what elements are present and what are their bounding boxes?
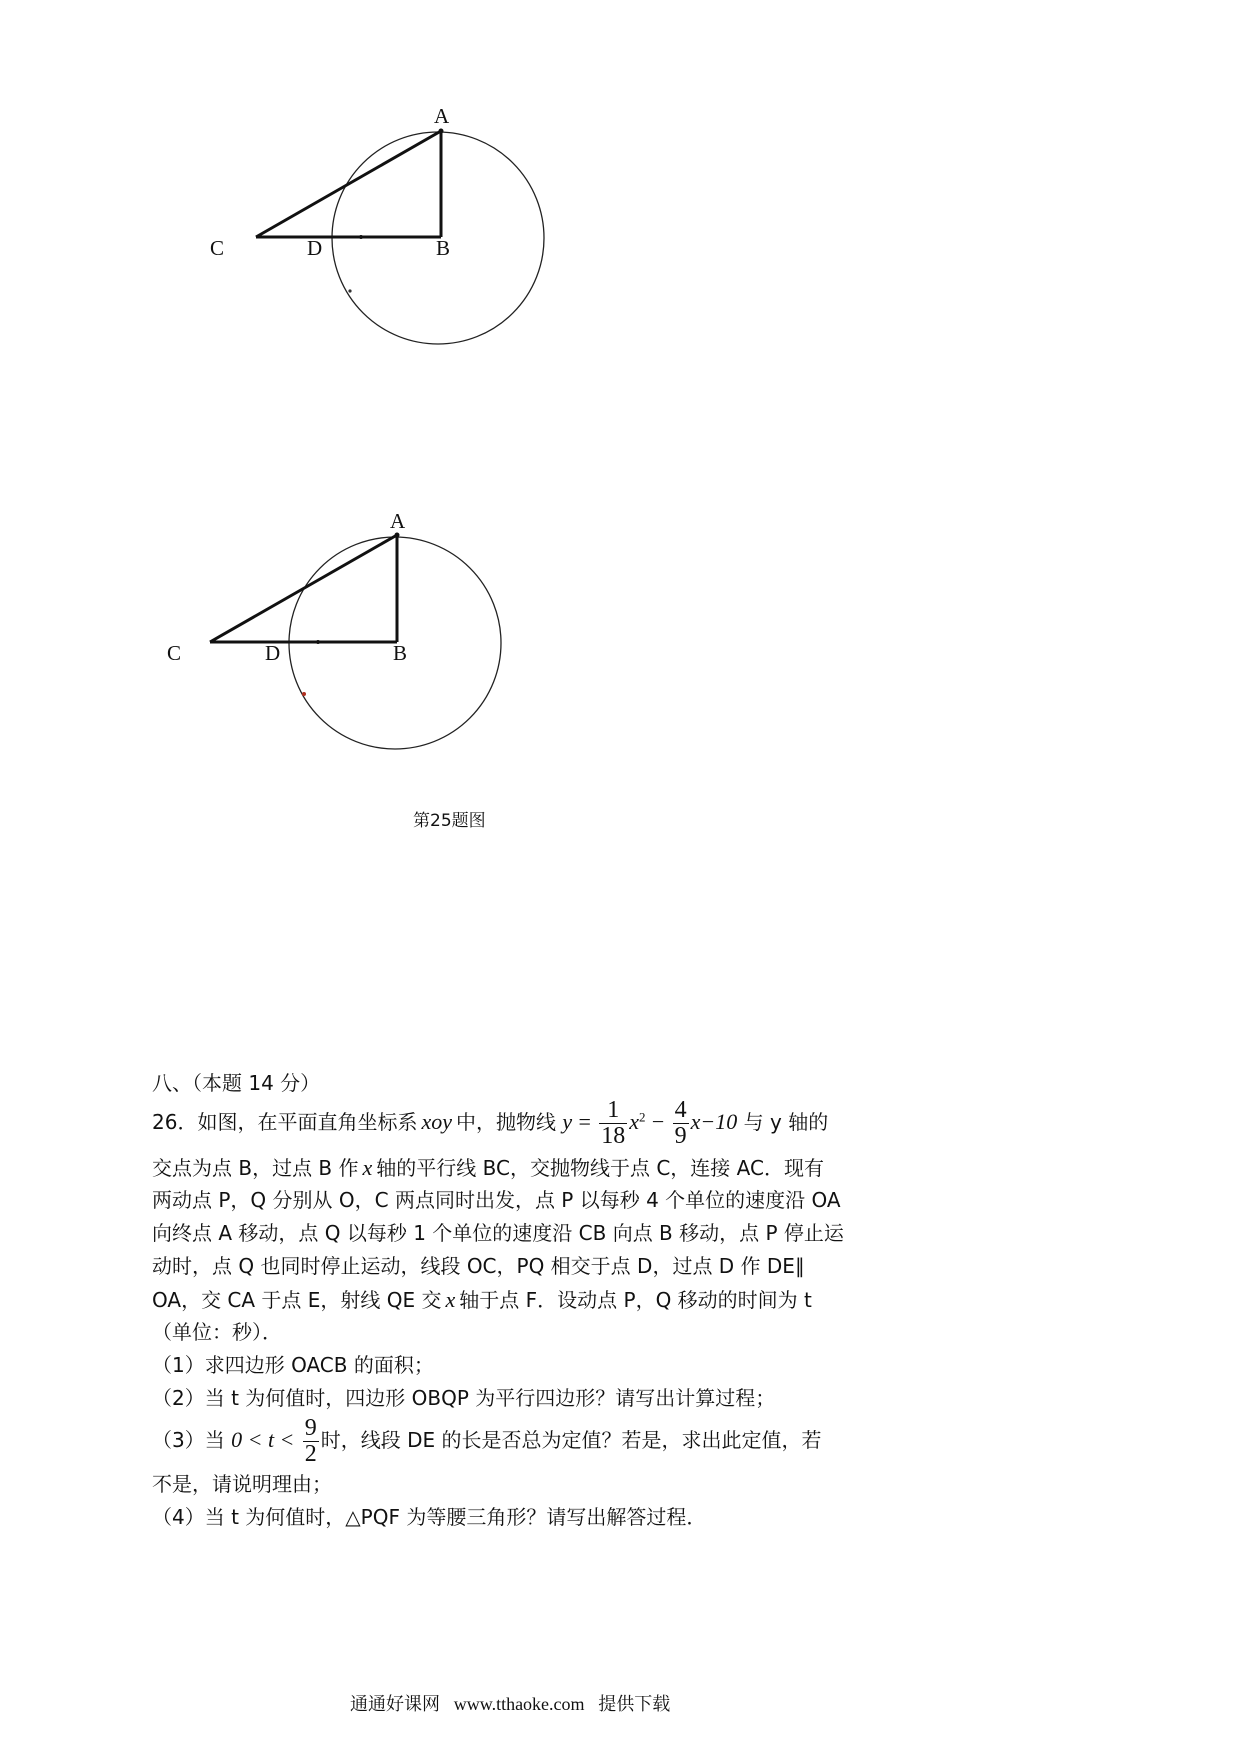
- point-on-circle-2: [302, 692, 306, 696]
- label-a-1: A: [434, 104, 450, 128]
- label-c-2: C: [167, 641, 182, 665]
- line6-x: x: [445, 1287, 456, 1312]
- line6-a: OA，交 CA 于点 E，射线 QE 交: [152, 1288, 442, 1312]
- problem-line-2: [152, 1157, 824, 1179]
- figure-caption: 第25题图: [413, 811, 486, 831]
- fraction-4-9: [673, 1098, 689, 1149]
- eq-y: y: [562, 1109, 573, 1135]
- label-d-1: D: [307, 236, 323, 260]
- label-b-1: B: [436, 236, 451, 260]
- fraction-1-18: [599, 1098, 627, 1149]
- point-mark-2: [316, 640, 320, 644]
- problem-line-4: 向终点 A 移动，点 Q 以每秒 1 个单位的速度沿 CB 向点 B 移动，点 P 停止运: [152, 1221, 844, 1245]
- footer-site: 通通好课网: [350, 1694, 440, 1715]
- question-2: （2）当 t 为何值时，四边形 OBQP 为平行四边形？请写出计算过程；: [152, 1386, 776, 1410]
- eq-equals: =: [578, 1109, 591, 1135]
- problem-line-1: [152, 1098, 828, 1149]
- intro-suffix: 与 y 轴的: [743, 1110, 829, 1135]
- question-3: [152, 1416, 822, 1467]
- line2-b: 轴的平行线 BC，交抛物线于点 C，连接 AC．现有: [376, 1156, 824, 1180]
- q3-b: 时，线段 DE 的长是否总为定值？若是，求出此定值，若: [320, 1428, 822, 1453]
- line2-x: x: [362, 1155, 373, 1180]
- problem-line-7: （单位：秒）．: [152, 1320, 282, 1344]
- q3-num: 9: [304, 1415, 317, 1441]
- point-on-circle-1: [348, 289, 351, 292]
- fraction-9-2: [303, 1416, 319, 1467]
- line2-a: 交点为点 B，过点 B 作: [152, 1156, 359, 1180]
- problem-line-6: [152, 1289, 812, 1311]
- eq-x: x: [629, 1109, 640, 1135]
- line6-b: 轴于点 F．设动点 P，Q 移动的时间为 t: [459, 1288, 812, 1312]
- coord-system: xoy: [421, 1109, 452, 1135]
- segment-ca-2: [210, 535, 397, 642]
- question-1: （1）求四边形 OACB 的面积；: [152, 1353, 434, 1377]
- label-a-2: A: [390, 509, 406, 533]
- q3-a: （3）当: [152, 1428, 225, 1453]
- problem-line-3: 两动点 P，Q 分别从 O，C 两点同时出发，点 P 以每秒 4 个单位的速度沿 OA: [152, 1188, 841, 1212]
- figure-2: [210, 533, 501, 750]
- frac2-num: 4: [674, 1097, 687, 1123]
- label-d-2: D: [265, 641, 281, 665]
- frac1-num: 1: [599, 1098, 627, 1124]
- point-a-2: [395, 533, 400, 538]
- intro-mid: 中，抛物线: [455, 1110, 556, 1135]
- point-a-1: [439, 129, 444, 134]
- intro-prefix: 26．如图，在平面直角坐标系: [152, 1110, 418, 1135]
- q3-den: 2: [304, 1441, 317, 1468]
- eq-square: 2: [639, 1109, 646, 1125]
- frac2-den: 9: [674, 1123, 687, 1150]
- frac1-den: 18: [601, 1123, 626, 1150]
- point-mark-1: [359, 235, 363, 239]
- problem-line-5: 动时，点 Q 也同时停止运动，线段 OC，PQ 相交于点 D，过点 D 作 DE∥: [152, 1254, 805, 1278]
- label-c-1: C: [210, 236, 225, 260]
- eq-minus: −: [651, 1109, 665, 1135]
- question-3-cont: 不是，请说明理由；: [152, 1472, 332, 1496]
- question-4: （4）当 t 为何值时，△PQF 为等腰三角形？请写出解答过程．: [152, 1505, 707, 1529]
- section-header: 八、（本题 14 分）: [152, 1071, 321, 1095]
- footer-suffix: 提供下载: [598, 1694, 671, 1715]
- segment-ca-1: [256, 131, 441, 237]
- eq-tail: x−10: [690, 1109, 738, 1135]
- q3-inequality: 0 < t <: [231, 1427, 295, 1453]
- footer-url[interactable]: www.tthaoke.com: [453, 1694, 585, 1714]
- footer: [350, 1690, 670, 1716]
- figure-1: [256, 129, 544, 345]
- label-b-2: B: [393, 641, 408, 665]
